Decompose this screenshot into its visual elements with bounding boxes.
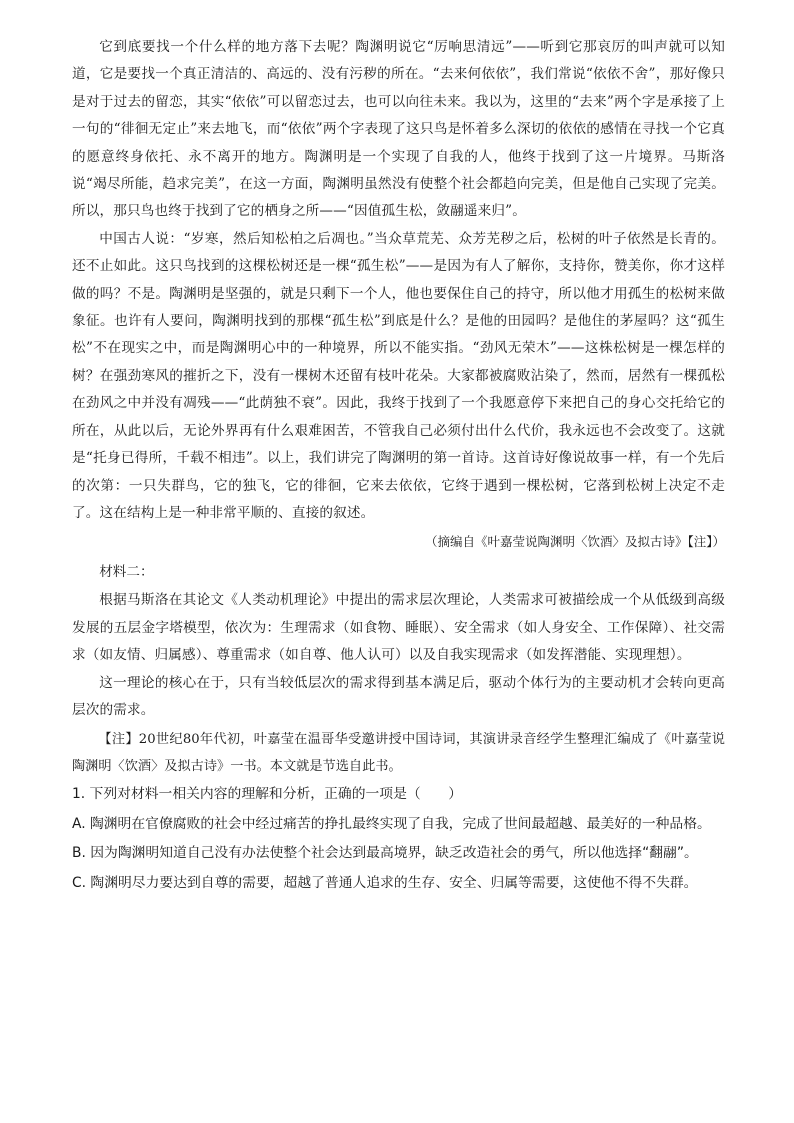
question-option: A. 陶渊明在官僚腐败的社会中经过痛苦的挣扎最终实现了自我，完成了世间最超越、最美好的一种品格。 xyxy=(72,815,711,832)
material-paragraph: 这一理论的核心在于，只有当较低层次的需求得到基本满足后，驱动个体行为的主要动机才会转向更高层次的需求。 xyxy=(72,674,725,718)
document-page xyxy=(72,34,725,898)
question-option: C. 陶渊明尽力要达到自尊的需要，超越了普通人追求的生存、安全、归属等需要，这使他不得不失群。 xyxy=(72,874,698,891)
question-stem: 1. 下列对材料一相关内容的理解和分析，正确的一项是（ ） xyxy=(72,786,463,803)
passage-paragraph: 中国古人说：“岁寒，然后知松柏之后凋也。”当众草荒芜、众芳芜秽之后，松树的叶子依然是长青的。还不止如此。这只鸟找到的这棵松树还是一棵“孤生松”——是因为有人了解你，支持你，赞美你，你才这样做的吗？不是。陶渊明是坚强的，就是只剩下一个人，他也要保住自己的持守，所以他才用孤生的松树来做象征。也许有人要问，陶渊明找到的那棵“孤生松”到底是什么？是他的田园吗？是他住的茅屋吗？这“孤生松”不在现实之中，而是陶渊明心中的一种境界，所以不能实指。“劲风无荣木”——这株松树是一棵怎样的树？在强劲寒风的摧折之下，没有一棵树木还留有枝叶花朵。大家都被腐败沾染了，然而，居然有一棵孤松在劲风之中并没有凋残——“此荫独不衰”。因此，我终于找到了一个我愿意停下来把自己的身心交托给它的所在，从此以后，无论外界再有什么艰难困苦，不管我自己必须付出什么代价，我永远也不会改变了。这就是“托身已得所，千载不相违”。以上，我们讲完了陶渊明的第一首诗。这首诗好像说故事一样，有一个先后的次第：一只失群鸟，它的独飞，它的徘徊，它来去依依，它终于遇到一棵松树，它落到松树上决定不走了。这在结构上是一种非常平顺的、直接的叙述。 xyxy=(72,230,725,521)
material-paragraph: 根据马斯洛在其论文《人类动机理论》中提出的需求层次理论，人类需求可被描绘成一个从低级到高级发展的五层金字塔模型，依次为：生理需求（如食物、睡眠）、安全需求（如人身安全、工作保障）、社交需求（如友情、归属感）、尊重需求（如自尊、他人认可）以及自我实现需求（如发挥潜能、实现理想）。 xyxy=(72,592,725,664)
source-citation: （摘编自《叶嘉莹说陶渊明〈饮酒〉及拟古诗》【注】） xyxy=(424,534,725,550)
footnote: 【注】20世纪80年代初，叶嘉莹在温哥华受邀讲授中国诗词，其演讲录音经学生整理汇编成了《叶嘉莹说陶渊明〈饮酒〉及拟古诗》一书。本文就是节选自此书。 xyxy=(72,732,725,775)
question-option: B. 因为陶渊明知道自己没有办法使整个社会达到最高境界，缺乏改造社会的勇气，所以他选择“翻翮”。 xyxy=(72,845,698,862)
material-heading: 材料二： xyxy=(99,564,154,581)
passage-paragraph: 它到底要找一个什么样的地方落下去呢？陶渊明说它“厉响思清远”——听到它那哀厉的叫声就可以知道，它是要找一个真正清洁的、高远的、没有污秽的所在。“去来何依依”，我们常说“依依不舍”，那好像只是对于过去的留恋，其实“依依”可以留恋过去，也可以向往未来。我以为，这里的“去来”两个字是承接了上一句的“徘徊无定止”来去地飞，而“依依”两个字表现了这只鸟是怀着多么深切的依依的感情在寻找一个它真的愿意终身依托、永不离开的地方。陶渊明是一个实现了自我的人，他终于找到了这一片境界。马斯洛说“竭尽所能，趋求完美”，在这一方面，陶渊明虽然没有使整个社会都趋向完美，但是他自己实现了完美。所以，那只鸟也终于找到了它的栖身之所——“因值孤生松，敛翮遥来归”。 xyxy=(72,39,725,220)
